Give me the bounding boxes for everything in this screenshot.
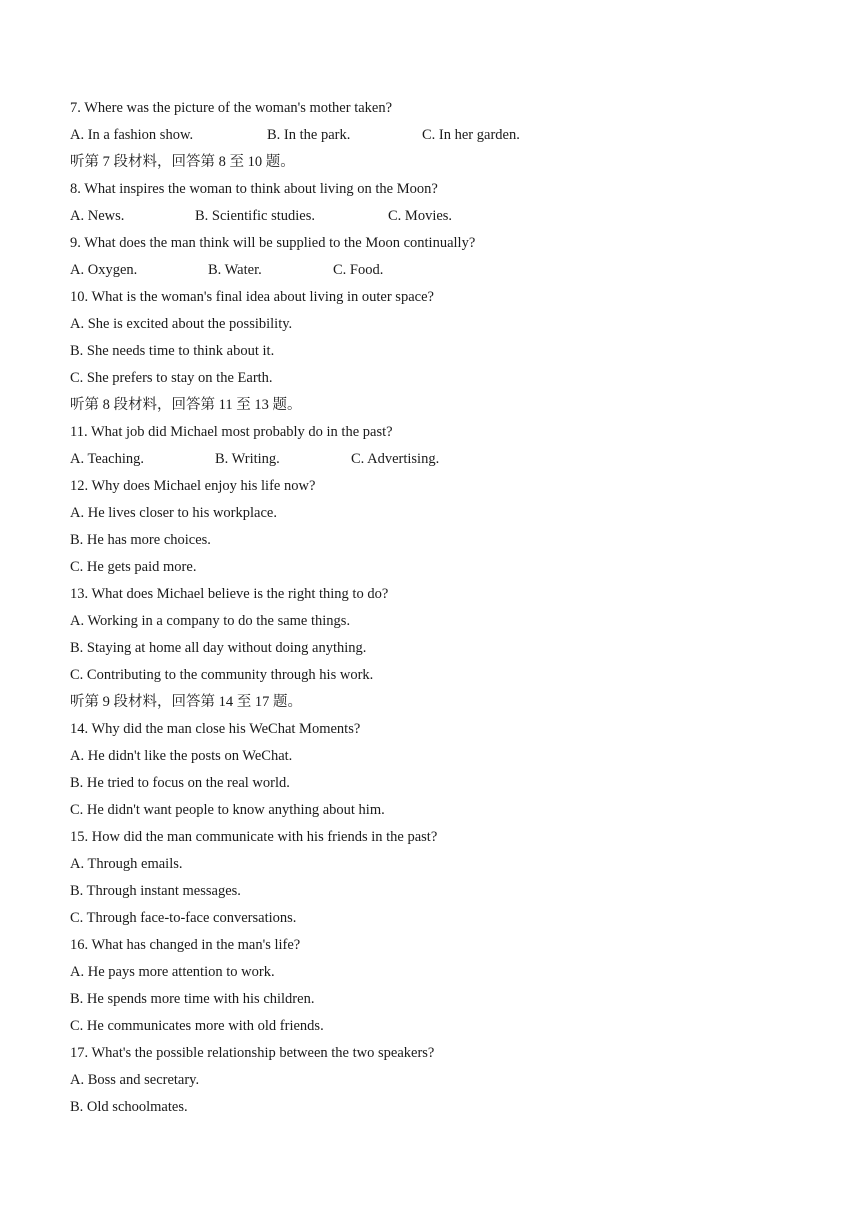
question-17: 17. What's the possible relationship between the two speakers?	[70, 1045, 435, 1061]
question-11: 11. What job did Michael most probably do in the past?	[70, 424, 393, 440]
option-a: A. Teaching.	[70, 451, 145, 467]
option-b: B. Writing.	[215, 451, 280, 467]
document-page	[70, 95, 790, 1121]
question-10: 10. What is the woman's final idea about living in outer space?	[70, 289, 434, 305]
option-b: B. Old schoolmates.	[70, 1099, 188, 1115]
option-a: A. News.	[70, 208, 125, 224]
option-b: B. He has more choices.	[70, 532, 211, 548]
option-b: B. Scientific studies.	[195, 208, 316, 224]
option-c: C. He gets paid more.	[70, 559, 197, 575]
option-b: B. Staying at home all day without doing anything.	[70, 640, 367, 656]
question-16: 16. What has changed in the man's life?	[70, 937, 301, 953]
option-b: B. In the park.	[267, 127, 351, 143]
option-a: A. She is excited about the possibility.	[70, 316, 293, 332]
option-c: C. Through face-to-face conversations.	[70, 910, 297, 926]
section-heading-7: 听第 7 段材料，回答第 8 至 10 题。	[70, 154, 295, 170]
option-c: C. She prefers to stay on the Earth.	[70, 370, 273, 386]
option-c: C. Advertising.	[351, 451, 440, 467]
question-7-options	[70, 122, 790, 149]
option-c: C. In her garden.	[422, 127, 520, 143]
option-c: C. Contributing to the community through his work.	[70, 667, 374, 683]
question-8-options	[70, 203, 790, 230]
question-9: 9. What does the man think will be supplied to the Moon continually?	[70, 235, 476, 251]
question-12: 12. Why does Michael enjoy his life now?	[70, 478, 316, 494]
option-a: A. He pays more attention to work.	[70, 964, 275, 980]
section-heading-9: 听第 9 段材料，回答第 14 至 17 题。	[70, 694, 302, 710]
option-b: B. Water.	[208, 262, 262, 278]
option-b: B. Through instant messages.	[70, 883, 241, 899]
option-a: A. Through emails.	[70, 856, 183, 872]
question-13: 13. What does Michael believe is the right thing to do?	[70, 586, 389, 602]
option-a: A. In a fashion show.	[70, 127, 194, 143]
option-c: C. He didn't want people to know anything about him.	[70, 802, 385, 818]
option-c: C. Food.	[333, 262, 384, 278]
question-15: 15. How did the man communicate with his friends in the past?	[70, 829, 438, 845]
section-heading-8: 听第 8 段材料，回答第 11 至 13 题。	[70, 397, 302, 413]
option-a: A. Oxygen.	[70, 262, 138, 278]
option-c: C. Movies.	[388, 208, 453, 224]
question-8: 8. What inspires the woman to think about living on the Moon?	[70, 181, 438, 197]
option-b: B. He spends more time with his children.	[70, 991, 315, 1007]
option-c: C. He communicates more with old friends.	[70, 1018, 324, 1034]
option-b: B. He tried to focus on the real world.	[70, 775, 290, 791]
option-a: A. He lives closer to his workplace.	[70, 505, 277, 521]
option-b: B. She needs time to think about it.	[70, 343, 275, 359]
option-a: A. Working in a company to do the same things.	[70, 613, 351, 629]
question-7: 7. Where was the picture of the woman's mother taken?	[70, 100, 393, 116]
question-14: 14. Why did the man close his WeChat Moments?	[70, 721, 361, 737]
question-9-options	[70, 257, 790, 284]
option-a: A. Boss and secretary.	[70, 1072, 200, 1088]
question-11-options	[70, 446, 790, 473]
option-a: A. He didn't like the posts on WeChat.	[70, 748, 293, 764]
